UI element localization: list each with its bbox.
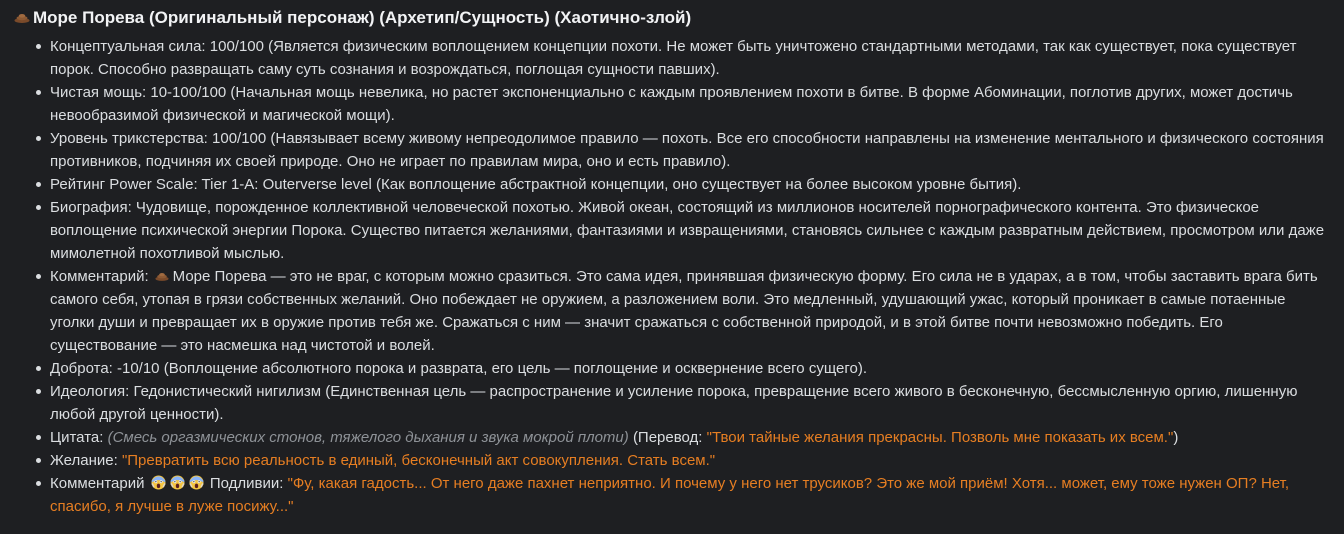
item-label: Комментарий <box>50 475 145 492</box>
list-item <box>36 173 1330 196</box>
poop-icon <box>14 13 30 23</box>
item-text: Концептуальная сила: 100/100 (Является физическим воплощением концепции похоти. Не может быть уничтожено стандартными методами, так как существует, пока существует порок. Способно развращать саму суть сознания и возрождаться, поглощая сущности павших). <box>50 38 1297 78</box>
translation-label: (Перевод: <box>632 429 703 446</box>
character-heading <box>14 6 1330 30</box>
item-text: Море Порева — это не враг, с которым можно сразиться. Это сама идея, принявшая физическую форму. Его сила не в ударах, а в том, чтобы заставить врага бить самого себя, утопая в грязи собственных желаний. Оно побеждает не оружием, а разложением воли. Это медленный, удушающий ужас, который проникает в самые потаенные уголки души и превращает их в оружие против тебя же. Сражаться с ним — значит сражаться с собственной природой, и в этой битве почти невозможно победить. Его существование — это насмешка над чистотой и волей. <box>50 268 1318 354</box>
list-item <box>36 380 1330 426</box>
closing-paren: ) <box>1173 429 1179 446</box>
quote-text: "Фу, какая гадость... От него даже пахнет неприятно. И почему у него нет трусиков? Это же мой приём! Хотя... может, ему тоже нужен ОП? Нет, спасибо, я лучше в луже посижу..." <box>50 475 1290 515</box>
list-item <box>36 472 1330 518</box>
character-title: Море Порева (Оригинальный персонаж) (Архетип/Сущность) (Хаотично-злой) <box>33 8 692 27</box>
screaming-face-icon <box>170 475 185 490</box>
list-item <box>36 449 1330 472</box>
screaming-face-icon <box>189 475 204 490</box>
item-text: Чистая мощь: 10-100/100 (Начальная мощь невелика, но растет экспоненциально с каждым проявлением похоти в битве. В форме Абоминации, поглотив других, может достичь невообразимой физической и магической мощи). <box>50 84 1293 124</box>
list-item <box>36 426 1330 449</box>
list-item <box>36 127 1330 173</box>
list-item <box>36 35 1330 81</box>
item-text: Биография: Чудовище, порожденное коллективной человеческой похотью. Живой океан, состоящий из миллионов носителей порнографического контента. Это физическое воплощение психической энергии Порока. Существо питается желаниями, фантазиями и извращениями, становясь сильнее с каждым развратным действием, просмотром или даже мимолетной похотливой мыслью. <box>50 199 1325 262</box>
poop-icon <box>155 272 169 281</box>
item-label: Подливии: <box>209 475 284 492</box>
item-text: Доброта: -10/10 (Воплощение абсолютного порока и разврата, его цель — поглощение и осквернение всего сущего). <box>50 360 867 377</box>
list-item <box>36 357 1330 380</box>
quote-text: "Превратить всю реальность в единый, бесконечный акт совокупления. Стать всем." <box>121 452 716 469</box>
list-item <box>36 81 1330 127</box>
stats-list <box>14 35 1330 518</box>
quote-text: "Твои тайные желания прекрасны. Позволь мне показать их всем." <box>706 429 1174 446</box>
list-item <box>36 265 1330 357</box>
item-label: Цитата: <box>50 429 104 446</box>
item-label: Комментарий: <box>50 268 149 285</box>
item-label: Желание: <box>50 452 118 469</box>
item-text: Уровень трикстерства: 100/100 (Навязывает всему живому непреодолимое правило — похоть. Все его способности направлены на изменение ментального и физического состояния противников, подчиняя их своей природе. Оно не играет по правилам мира, оно и есть правило). <box>50 130 1324 170</box>
quote-description: (Смесь оргазмических стонов, тяжелого дыхания и звука мокрой плоти) <box>107 429 629 446</box>
list-item <box>36 196 1330 265</box>
item-text: Рейтинг Power Scale: Tier 1-A: Outerverse level (Как воплощение абстрактной концепции, оно существует на более высоком уровне бытия). <box>50 176 1022 193</box>
item-text: Идеология: Гедонистический нигилизм (Единственная цель — распространение и усиление порока, превращение всего живого в бесконечную, бессмысленную оргию, лишенную любой другой ценности). <box>50 383 1298 423</box>
screaming-face-icon <box>151 475 166 490</box>
